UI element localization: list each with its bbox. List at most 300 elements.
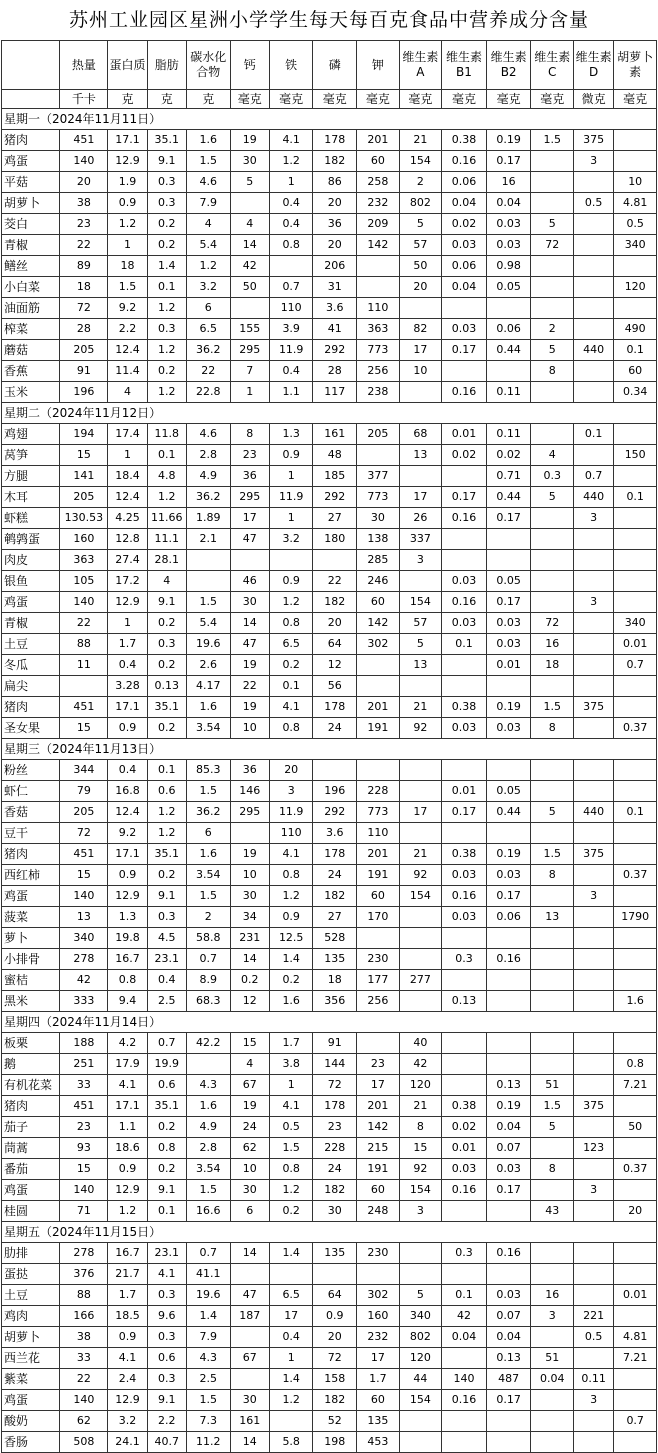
value-cell: 1.5 — [186, 781, 230, 802]
value-cell — [486, 676, 531, 697]
table-row — [2, 1033, 657, 1054]
value-cell: 62 — [230, 1138, 269, 1159]
value-cell — [573, 235, 613, 256]
value-cell: 9.1 — [147, 151, 186, 172]
value-cell — [531, 298, 574, 319]
value-cell: 160 — [60, 529, 108, 550]
value-cell — [486, 298, 531, 319]
value-cell: 15 — [230, 1033, 269, 1054]
value-cell — [399, 907, 442, 928]
value-cell: 375 — [573, 130, 613, 151]
value-cell: 15 — [60, 445, 108, 466]
value-cell — [269, 1411, 313, 1432]
value-cell: 0.02 — [442, 1117, 487, 1138]
unit-cell: 克 — [108, 90, 147, 109]
value-cell: 4.3 — [186, 1075, 230, 1096]
value-cell: 120 — [399, 1075, 442, 1096]
value-cell — [531, 529, 574, 550]
value-cell: 0.34 — [614, 382, 657, 403]
value-cell: 110 — [269, 298, 313, 319]
column-header: 蛋白质 — [108, 41, 147, 90]
value-cell: 24.1 — [108, 1432, 147, 1453]
table-row — [2, 445, 657, 466]
value-cell — [230, 550, 269, 571]
food-name-cell: 莴笋 — [2, 445, 60, 466]
value-cell: 292 — [313, 802, 357, 823]
value-cell: 5 — [399, 214, 442, 235]
value-cell: 0.2 — [147, 214, 186, 235]
table-row — [2, 697, 657, 718]
value-cell: 30 — [230, 592, 269, 613]
value-cell: 0.1 — [147, 277, 186, 298]
value-cell: 160 — [357, 1306, 400, 1327]
value-cell: 187 — [230, 1306, 269, 1327]
food-name-cell: 紫菜 — [2, 1369, 60, 1390]
unit-cell: 毫克 — [269, 90, 313, 109]
value-cell: 0.01 — [614, 1285, 657, 1306]
food-name-cell: 平菇 — [2, 172, 60, 193]
value-cell: 35.1 — [147, 130, 186, 151]
value-cell: 2.2 — [147, 1411, 186, 1432]
value-cell: 12.9 — [108, 886, 147, 907]
value-cell: 292 — [313, 340, 357, 361]
value-cell — [573, 865, 613, 886]
value-cell — [573, 1159, 613, 1180]
value-cell: 9.2 — [108, 298, 147, 319]
value-cell: 17 — [399, 802, 442, 823]
value-cell: 228 — [357, 781, 400, 802]
value-cell — [357, 277, 400, 298]
value-cell: 0.9 — [108, 1327, 147, 1348]
value-cell — [614, 1306, 657, 1327]
value-cell: 158 — [313, 1369, 357, 1390]
value-cell: 36 — [313, 214, 357, 235]
food-name-cell: 鸡蛋 — [2, 886, 60, 907]
value-cell: 11 — [60, 655, 108, 676]
value-cell — [531, 151, 574, 172]
value-cell: 60 — [357, 592, 400, 613]
value-cell: 508 — [60, 1432, 108, 1453]
value-cell: 51 — [531, 1348, 574, 1369]
value-cell: 12.9 — [108, 1390, 147, 1411]
value-cell — [531, 592, 574, 613]
value-cell — [486, 1432, 531, 1453]
value-cell: 35.1 — [147, 697, 186, 718]
table-row — [2, 235, 657, 256]
column-header: 磷 — [313, 41, 357, 90]
value-cell: 21.7 — [108, 1264, 147, 1285]
value-cell: 19 — [230, 844, 269, 865]
value-cell: 4.81 — [614, 1327, 657, 1348]
value-cell: 2 — [186, 907, 230, 928]
value-cell: 6.5 — [186, 319, 230, 340]
table-body — [2, 41, 657, 1453]
value-cell — [442, 550, 487, 571]
value-cell: 140 — [60, 592, 108, 613]
value-cell — [573, 928, 613, 949]
value-cell — [614, 844, 657, 865]
value-cell: 0.19 — [486, 1096, 531, 1117]
unit-cell: 毫克 — [313, 90, 357, 109]
value-cell: 1.2 — [108, 1201, 147, 1222]
value-cell: 7.3 — [186, 1411, 230, 1432]
table-row — [2, 949, 657, 970]
value-cell — [573, 676, 613, 697]
value-cell: 178 — [313, 697, 357, 718]
value-cell: 0.2 — [269, 1201, 313, 1222]
value-cell: 5 — [399, 634, 442, 655]
value-cell — [269, 550, 313, 571]
food-name-cell: 油面筋 — [2, 298, 60, 319]
value-cell — [399, 781, 442, 802]
value-cell — [399, 949, 442, 970]
value-cell: 11.9 — [269, 487, 313, 508]
value-cell: 0.03 — [442, 865, 487, 886]
value-cell: 0.03 — [486, 1159, 531, 1180]
value-cell: 20 — [269, 760, 313, 781]
value-cell: 0.4 — [108, 655, 147, 676]
value-cell: 5.8 — [269, 1432, 313, 1453]
food-name-cell: 香蕉 — [2, 361, 60, 382]
value-cell: 0.1 — [442, 1285, 487, 1306]
value-cell: 0.03 — [486, 634, 531, 655]
value-cell: 0.3 — [442, 949, 487, 970]
value-cell — [614, 130, 657, 151]
table-row — [2, 613, 657, 634]
value-cell: 35.1 — [147, 844, 186, 865]
table-row — [2, 760, 657, 781]
value-cell: 7.21 — [614, 1348, 657, 1369]
value-cell: 182 — [313, 151, 357, 172]
food-name-cell: 鸡蛋 — [2, 1180, 60, 1201]
value-cell — [442, 760, 487, 781]
value-cell: 23 — [60, 214, 108, 235]
value-cell: 1.2 — [186, 256, 230, 277]
value-cell — [573, 1285, 613, 1306]
value-cell: 0.4 — [147, 970, 186, 991]
value-cell: 120 — [614, 277, 657, 298]
value-cell: 19 — [230, 697, 269, 718]
value-cell: 0.11 — [573, 1369, 613, 1390]
value-cell — [573, 382, 613, 403]
value-cell: 0.8 — [108, 970, 147, 991]
value-cell: 0.44 — [486, 340, 531, 361]
table-row — [2, 1327, 657, 1348]
value-cell — [357, 1264, 400, 1285]
value-cell: 0.13 — [147, 676, 186, 697]
value-cell: 19 — [230, 655, 269, 676]
value-cell — [357, 676, 400, 697]
value-cell: 110 — [357, 823, 400, 844]
value-cell — [614, 886, 657, 907]
food-name-cell: 萝卜 — [2, 928, 60, 949]
value-cell: 201 — [357, 697, 400, 718]
value-cell: 0.03 — [486, 613, 531, 634]
value-cell: 0.44 — [486, 802, 531, 823]
value-cell: 0.03 — [486, 718, 531, 739]
value-cell — [573, 256, 613, 277]
value-cell: 215 — [357, 1138, 400, 1159]
value-cell: 0.4 — [269, 193, 313, 214]
value-cell: 0.3 — [147, 1327, 186, 1348]
value-cell: 0.7 — [614, 1411, 657, 1432]
table-row — [2, 172, 657, 193]
day-label: 星期四（2024年11月14日） — [2, 1012, 657, 1033]
food-name-cell: 蛋挞 — [2, 1264, 60, 1285]
value-cell: 20 — [313, 1327, 357, 1348]
value-cell: 91 — [313, 1033, 357, 1054]
value-cell: 4.8 — [147, 466, 186, 487]
value-cell — [230, 823, 269, 844]
value-cell: 205 — [60, 487, 108, 508]
value-cell: 4.5 — [147, 928, 186, 949]
value-cell: 1.2 — [147, 487, 186, 508]
value-cell: 60 — [357, 151, 400, 172]
value-cell: 0.16 — [442, 508, 487, 529]
value-cell — [531, 424, 574, 445]
value-cell: 1.6 — [614, 991, 657, 1012]
value-cell: 22 — [60, 235, 108, 256]
value-cell: 30 — [313, 1201, 357, 1222]
value-cell: 0.02 — [486, 445, 531, 466]
value-cell: 13 — [399, 445, 442, 466]
value-cell: 0.8 — [147, 1138, 186, 1159]
value-cell — [399, 928, 442, 949]
food-name-cell: 蘑菇 — [2, 340, 60, 361]
value-cell — [531, 823, 574, 844]
value-cell: 278 — [60, 949, 108, 970]
unit-cell: 毫克 — [230, 90, 269, 109]
value-cell: 0.07 — [486, 1306, 531, 1327]
value-cell: 0.16 — [442, 1180, 487, 1201]
value-cell: 30 — [357, 508, 400, 529]
value-cell — [531, 172, 574, 193]
value-cell: 44 — [399, 1369, 442, 1390]
value-cell: 0.16 — [486, 1243, 531, 1264]
value-cell — [573, 214, 613, 235]
value-cell: 0.06 — [486, 907, 531, 928]
value-cell: 135 — [313, 949, 357, 970]
value-cell: 17.4 — [108, 424, 147, 445]
value-cell: 2.1 — [186, 529, 230, 550]
value-cell: 1.89 — [186, 508, 230, 529]
value-cell — [573, 550, 613, 571]
value-cell: 8 — [531, 361, 574, 382]
value-cell: 490 — [614, 319, 657, 340]
value-cell — [573, 949, 613, 970]
value-cell: 60 — [357, 886, 400, 907]
value-cell: 4 — [230, 1054, 269, 1075]
value-cell — [531, 550, 574, 571]
value-cell: 451 — [60, 1096, 108, 1117]
value-cell: 3.2 — [186, 277, 230, 298]
value-cell: 141 — [60, 466, 108, 487]
food-name-cell: 猪肉 — [2, 844, 60, 865]
value-cell — [573, 1201, 613, 1222]
value-cell: 4.25 — [108, 508, 147, 529]
value-cell: 0.11 — [486, 424, 531, 445]
value-cell — [573, 1348, 613, 1369]
value-cell: 487 — [486, 1369, 531, 1390]
value-cell: 2.5 — [186, 1369, 230, 1390]
value-cell: 1.2 — [269, 592, 313, 613]
value-cell: 1.5 — [108, 277, 147, 298]
value-cell: 0.3 — [147, 172, 186, 193]
value-cell — [399, 991, 442, 1012]
value-cell: 12.4 — [108, 487, 147, 508]
value-cell: 135 — [313, 1243, 357, 1264]
value-cell: 140 — [60, 1180, 108, 1201]
value-cell: 17.2 — [108, 571, 147, 592]
value-cell: 0.5 — [269, 1117, 313, 1138]
value-cell: 17.1 — [108, 697, 147, 718]
day-header-row — [2, 403, 657, 424]
value-cell: 295 — [230, 487, 269, 508]
value-cell: 154 — [399, 592, 442, 613]
table-row — [2, 1348, 657, 1369]
value-cell: 12 — [230, 991, 269, 1012]
value-cell: 0.7 — [269, 277, 313, 298]
food-name-cell: 木耳 — [2, 487, 60, 508]
value-cell: 8 — [531, 718, 574, 739]
value-cell: 1.4 — [269, 949, 313, 970]
value-cell: 0.5 — [614, 214, 657, 235]
value-cell: 9.1 — [147, 592, 186, 613]
value-cell: 5 — [531, 340, 574, 361]
value-cell: 154 — [399, 151, 442, 172]
value-cell: 0.03 — [486, 214, 531, 235]
value-cell: 0.17 — [486, 151, 531, 172]
value-cell: 0.1 — [614, 802, 657, 823]
value-cell: 3 — [573, 508, 613, 529]
table-row — [2, 1138, 657, 1159]
table-row — [2, 424, 657, 445]
value-cell — [573, 991, 613, 1012]
value-cell: 0.04 — [442, 277, 487, 298]
value-cell — [531, 949, 574, 970]
value-cell — [573, 634, 613, 655]
column-header: 维生素D — [573, 41, 613, 90]
value-cell: 0.8 — [269, 1159, 313, 1180]
value-cell: 1.5 — [531, 130, 574, 151]
value-cell: 93 — [60, 1138, 108, 1159]
value-cell: 0.04 — [486, 193, 531, 214]
day-label: 星期五（2024年11月15日） — [2, 1222, 657, 1243]
value-cell — [230, 1264, 269, 1285]
value-cell — [573, 172, 613, 193]
value-cell: 0.03 — [486, 865, 531, 886]
value-cell — [313, 760, 357, 781]
value-cell: 4.9 — [186, 466, 230, 487]
value-cell: 31 — [313, 277, 357, 298]
value-cell: 802 — [399, 193, 442, 214]
value-cell — [614, 970, 657, 991]
value-cell: 0.3 — [147, 193, 186, 214]
value-cell: 8 — [531, 1159, 574, 1180]
value-cell: 62 — [60, 1411, 108, 1432]
value-cell: 68.3 — [186, 991, 230, 1012]
value-cell: 1 — [108, 613, 147, 634]
value-cell: 1.5 — [186, 886, 230, 907]
value-cell: 20 — [313, 193, 357, 214]
table-row — [2, 550, 657, 571]
value-cell: 64 — [313, 1285, 357, 1306]
table-row — [2, 1054, 657, 1075]
value-cell: 20 — [60, 172, 108, 193]
value-cell: 11.9 — [269, 340, 313, 361]
value-cell: 340 — [614, 613, 657, 634]
table-row — [2, 277, 657, 298]
food-name-cell: 银鱼 — [2, 571, 60, 592]
value-cell: 23.1 — [147, 949, 186, 970]
food-name-cell: 有机花菜 — [2, 1075, 60, 1096]
value-cell: 38 — [60, 193, 108, 214]
value-cell: 246 — [357, 571, 400, 592]
units-corner — [2, 90, 60, 109]
value-cell: 0.13 — [486, 1348, 531, 1369]
value-cell — [442, 1411, 487, 1432]
value-cell — [531, 1033, 574, 1054]
table-row — [2, 151, 657, 172]
value-cell: 196 — [313, 781, 357, 802]
unit-cell: 毫克 — [531, 90, 574, 109]
value-cell: 0.1 — [442, 634, 487, 655]
table-row — [2, 1411, 657, 1432]
food-name-cell: 茄子 — [2, 1117, 60, 1138]
value-cell: 4 — [230, 214, 269, 235]
value-cell: 4.2 — [108, 1033, 147, 1054]
value-cell — [442, 1432, 487, 1453]
value-cell: 2.8 — [186, 445, 230, 466]
value-cell: 150 — [614, 445, 657, 466]
value-cell: 0.7 — [186, 949, 230, 970]
value-cell: 92 — [399, 865, 442, 886]
value-cell: 453 — [357, 1432, 400, 1453]
value-cell — [614, 928, 657, 949]
value-cell — [573, 823, 613, 844]
value-cell — [573, 760, 613, 781]
value-cell: 9.1 — [147, 886, 186, 907]
food-name-cell: 西兰花 — [2, 1348, 60, 1369]
value-cell: 17 — [230, 508, 269, 529]
value-cell — [486, 1054, 531, 1075]
value-cell: 0.17 — [486, 1180, 531, 1201]
day-label: 星期二（2024年11月12日） — [2, 403, 657, 424]
value-cell: 11.1 — [147, 529, 186, 550]
value-cell: 0.16 — [442, 382, 487, 403]
value-cell: 1.6 — [186, 1096, 230, 1117]
value-cell — [60, 676, 108, 697]
value-cell: 206 — [313, 256, 357, 277]
value-cell: 110 — [357, 298, 400, 319]
value-cell: 7.9 — [186, 1327, 230, 1348]
value-cell: 42 — [442, 1306, 487, 1327]
value-cell: 3.8 — [269, 1054, 313, 1075]
value-cell: 0.5 — [573, 193, 613, 214]
value-cell — [573, 718, 613, 739]
value-cell: 1 — [108, 235, 147, 256]
value-cell: 0.16 — [442, 592, 487, 613]
value-cell: 41 — [313, 319, 357, 340]
value-cell: 4 — [531, 445, 574, 466]
value-cell — [442, 676, 487, 697]
value-cell: 4.1 — [108, 1075, 147, 1096]
value-cell: 1.5 — [269, 1138, 313, 1159]
table-row — [2, 256, 657, 277]
value-cell: 85.3 — [186, 760, 230, 781]
value-cell: 302 — [357, 1285, 400, 1306]
value-cell: 0.05 — [486, 571, 531, 592]
